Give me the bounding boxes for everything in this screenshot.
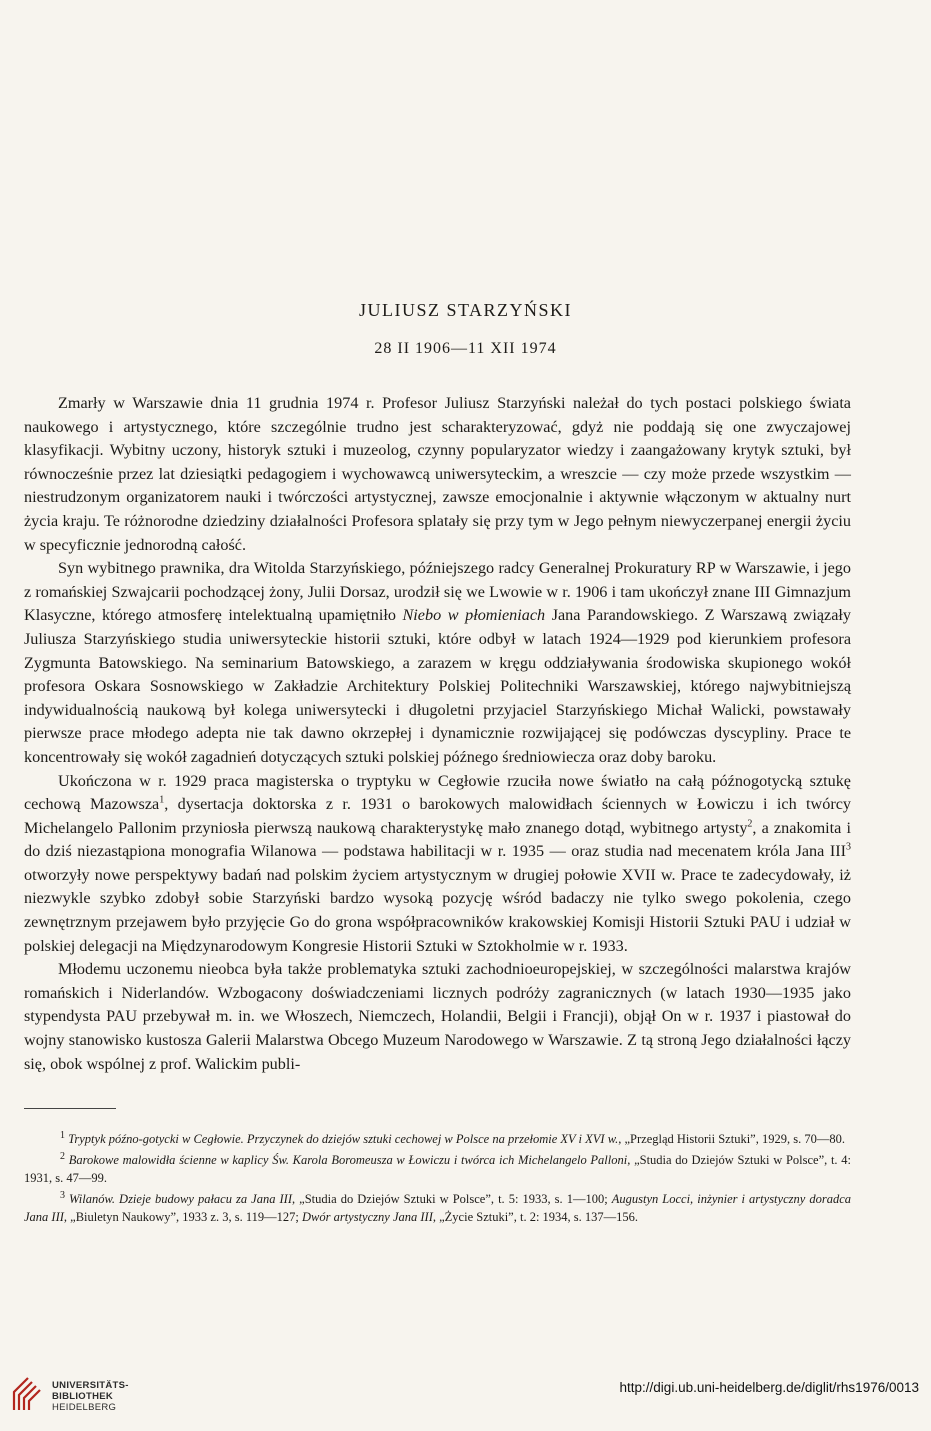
- library-name: UNIVERSITÄTS- BIBLIOTHEK HEIDELBERG: [52, 1380, 129, 1413]
- footnote-ref[interactable]: 2: [747, 818, 753, 830]
- footnote-ref[interactable]: 3: [846, 841, 851, 853]
- library-logo-icon: [10, 1370, 44, 1414]
- footnote-divider: [24, 1108, 116, 1109]
- footnote-ref[interactable]: 1: [159, 794, 165, 806]
- source-url[interactable]: http://digi.ub.uni-heidelberg.de/diglit/rhs1976/0013: [619, 1380, 919, 1395]
- paragraph: Syn wybitnego prawnika, dra Witolda Starzyńskiego, późniejszego radcy Generalnej Prokuratury RP w Warszawie, i jego z romańskiej Szwajcarii pochodzącej żony, Julii Dorsaz, urodził się we Lwowie w r. 1906 i tam ukończył znane III Gimnazjum Klasyczne, którego atmosferę intelektualną upamiętniło Niebo w płomieniach Jana Parandowskiego. Z Warszawą związały Juliusza Starzyńskiego studia uniwersyteckie historii sztuki, które odbył w latach 1924—1929 pod kierunkiem profesora Zygmunta Batowskiego. Na seminarium Batowskiego, a zarazem w kręgu oddziaływania środowiska skupionego wokół profesora Oskara Sosnowskiego w Zakładzie Architektury Polskiej Politechniki Warszawskiej, którego najwybitniejszą indywidualnością naukową był kolega uniwersytecki i długoletni przyjaciel Starzyńskiego Michał Walicki, powstawały pierwsze prace młodego adepta nie tak dawno okrzepłej i dynamicznie rozwijającej się podówczas dyscypliny. Prace te koncentrowały się wokół zagadnień dotyczących sztuki polskiej późnego średniowiecza oraz doby baroku.: [24, 559, 851, 766]
- footnotes: [24, 1130, 851, 1229]
- paragraph: Młodemu uczonemu nieobca była także problematyka sztuki zachodnioeuropejskiej, w szczególności malarstwa krajów romańskich i Niderlandów. Wzbogacony doświadczeniami licznych podróży zagranicznych (w latach 1930—1935 jako stypendysta PAU przebywał m. in. we Włoszech, Niemczech, Holandii, Belgii i Francji), objął On w r. 1937 i piastował do wojny stanowisko kustosza Galerii Malarstwa Obcego Muzeum Narodowego w Warszawie. Z tą stroną Jego działalności łączy się, obok wspólnej z prof. Walickim publi-: [24, 960, 851, 1073]
- life-dates: 28 II 1906—11 XII 1974: [374, 340, 557, 357]
- footnote: $^2$ Barokowe malowidła ścienne w kaplicy Św. Karola Boromeusza w Łowiczu i twórca ich Michelangelo Palloni, „Studia do Dziejów Sztuki w Polsce”, t. 4: 1931, s. 47—99.: [24, 1150, 851, 1185]
- footnote: $^3$ Wilanów. Dzieje budowy pałacu za Jana III, „Studia do Dziejów Sztuki w Polsce”, t. 5: 1933, s. 1—100; Augustyn Locci, inżynier i artystyczny doradca Jana III, „Biuletyn Naukowy”, 1933 z. 3, s. 119—127; Dwór artystyczny Jana III, „Życie Sztuki”, t. 2: 1934, s. 137—156.: [24, 1189, 851, 1224]
- page-title: JULIUSZ STARZYŃSKI: [358, 300, 573, 320]
- paragraph: Zmarły w Warszawie dnia 11 grudnia 1974 r. Profesor Juliusz Starzyński należał do tych postaci polskiego świata naukowego i artystycznego, które szczególnie trudno jest scharakteryzować, gdyż nie poddają się one zwyczajowej klasyfikacji. Wybitny uczony, historyk sztuki i muzeolog, czynny popularyzator wiedzy i zaangażowany krytyk sztuki, był równocześnie przez lat dziesiątki pedagogiem i wychowawcą uniwersyteckim, a wreszcie — czy może przede wszystkim — niestrudzonym organizatorem nauki i twórczości artystycznej, zawsze emocjonalnie i aktywnie włączonym w aktualny nurt życia kraju. Te różnorodne dziedziny działalności Profesora splatały się przy tym w Jego pełnym niewyczerpanej energii życiu w specyficznie jednorodną całość.: [24, 394, 851, 554]
- footnote: $^1$ Tryptyk późno-gotycki w Cegłowie. Przyczynek do dziejów sztuki cechowej w Polsce na przełomie XV i XVI w., „Przegląd Historii Sztuki”, 1929, s. 70—80.: [60, 1129, 845, 1146]
- article-body: [24, 392, 851, 1076]
- paragraph: Ukończona w r. 1929 praca magisterska o tryptyku w Cegłowie rzuciła nowe światło na całą późnogotycką sztukę cechową Mazowsza$^1$, dysertacja doktorska z r. 1931 o barokowych malowidłach ściennych w Łowiczu i ich twórcy Michelangelo Pallonim przyniosła pierwszą naukową charakterystykę mało znanego dotąd, wybitnego artysty$^2$, a znakomita i do dziś niezastąpiona monografia Wilanowa — podstawa habilitacji w r. 1935 — oraz studia nad mecenatem króla Jana III$^3$ otworzyły nowe perspektywy badań nad polskim życiem artystycznym w drugiej połowie XVII w. Prace te zadecydowały, iż niezwykle szybko zdobył sobie Starzyński bardzo wysoką pozycję wśród badaczy nie tylko swego pokolenia, czego zewnętrznym przejawem było przyjęcie Go do grona współpracowników krakowskiej Komisji Historii Sztuki PAU i udział w polskiej delegacji na Międzynarodowym Kongresie Historii Sztuki w Sztokholmie w r. 1933.: [24, 771, 852, 955]
